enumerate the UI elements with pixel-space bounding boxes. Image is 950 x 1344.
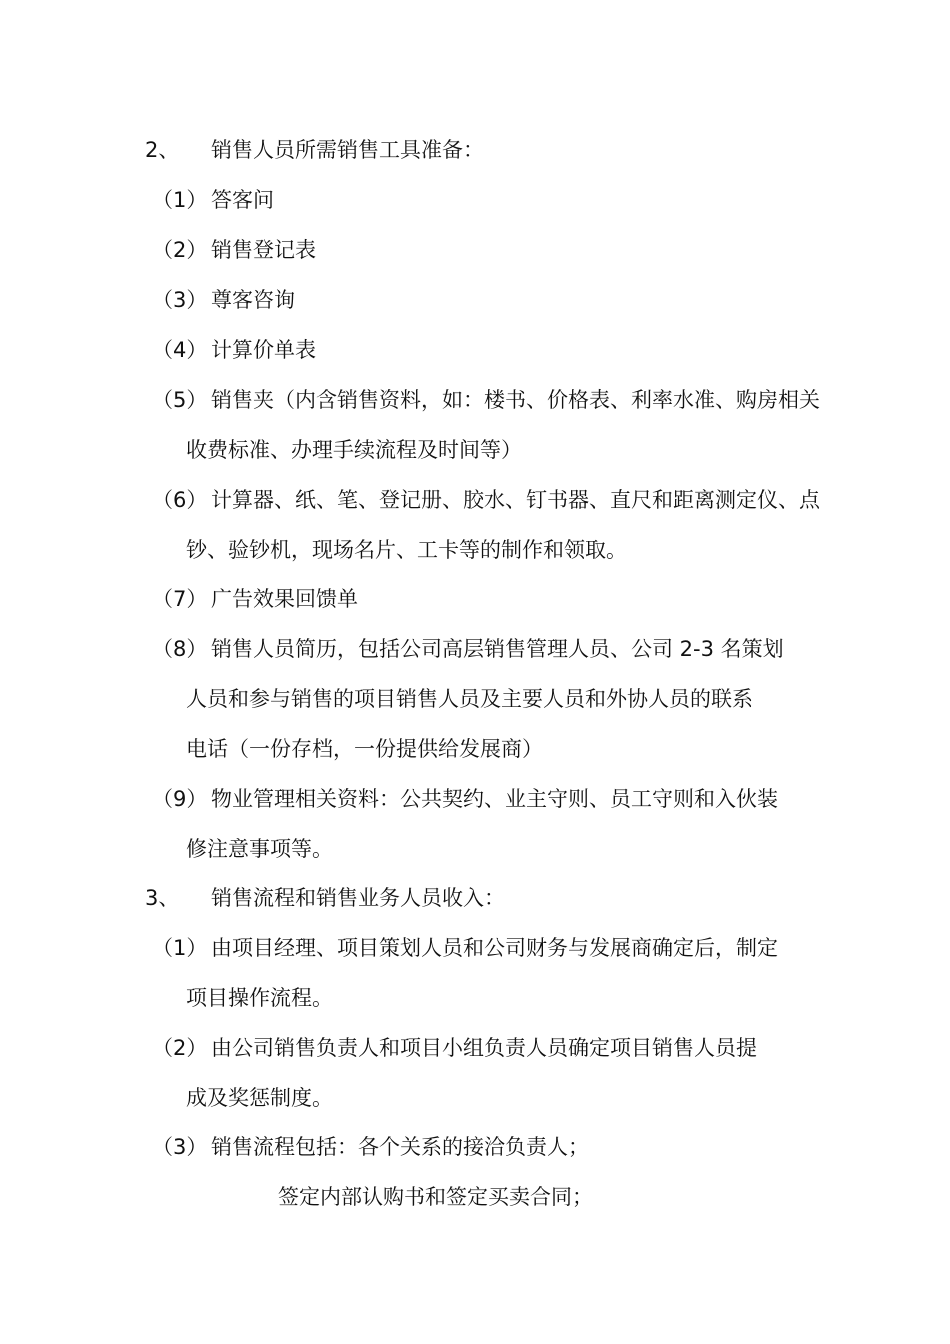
item-number: （1） — [152, 188, 208, 212]
item-continuation: 收费标准、办理手续流程及时间等） — [186, 438, 522, 462]
item-text: 销售流程包括：各个关系的接洽负责人； — [211, 1135, 589, 1159]
list-item — [152, 236, 316, 264]
list-item — [152, 486, 820, 514]
list-item — [152, 585, 358, 613]
list-item — [152, 186, 274, 214]
list-item — [152, 934, 778, 962]
item-number: （9） — [152, 787, 208, 811]
list-item — [152, 635, 784, 663]
item-number: （1） — [152, 936, 208, 960]
item-number: （3） — [152, 288, 208, 312]
list-item — [152, 336, 316, 364]
section-title: 销售人员所需销售工具准备： — [211, 138, 484, 162]
item-number: （2） — [152, 238, 208, 262]
list-item — [152, 386, 820, 414]
section-number: 3、 — [145, 886, 180, 910]
item-number: （7） — [152, 587, 208, 611]
item-text: 计算价单表 — [211, 338, 316, 362]
item-continuation: 项目操作流程。 — [186, 986, 333, 1010]
item-number: （4） — [152, 338, 208, 362]
item-text: 销售登记表 — [211, 238, 316, 262]
item-continuation: 电话（一份存档，一份提供给发展商） — [186, 737, 543, 761]
item-continuation: 人员和参与销售的项目销售人员及主要人员和外协人员的联系 — [186, 687, 753, 711]
list-item — [152, 1133, 589, 1161]
item-number: （5） — [152, 388, 208, 412]
section-3-heading — [145, 884, 505, 912]
item-text: 销售夹（内含销售资料，如：楼书、价格表、利率水准、购房相关 — [211, 388, 820, 412]
item-text: 销售人员简历，包括公司高层销售管理人员、公司 2-3 名策划 — [211, 637, 784, 661]
item-text: 物业管理相关资料：公共契约、业主守则、员工守则和入伙装 — [211, 787, 778, 811]
item-text: 尊客咨询 — [211, 288, 295, 312]
section-title: 销售流程和销售业务人员收入： — [211, 886, 505, 910]
item-continuation: 修注意事项等。 — [186, 837, 333, 861]
item-number: （6） — [152, 488, 208, 512]
item-number: （8） — [152, 637, 208, 661]
section-2-heading — [145, 136, 484, 164]
item-text: 答客问 — [211, 188, 274, 212]
item-number: （2） — [152, 1036, 208, 1060]
list-item — [152, 1034, 757, 1062]
item-continuation: 签定内部认购书和签定买卖合同； — [278, 1185, 593, 1209]
item-text: 广告效果回馈单 — [211, 587, 358, 611]
item-text: 计算器、纸、笔、登记册、胶水、钉书器、直尺和距离测定仪、点 — [211, 488, 820, 512]
item-continuation: 钞、验钞机，现场名片、工卡等的制作和领取。 — [186, 538, 627, 562]
item-text: 由项目经理、项目策划人员和公司财务与发展商确定后，制定 — [211, 936, 778, 960]
item-number: （3） — [152, 1135, 208, 1159]
section-number: 2、 — [145, 138, 180, 162]
list-item — [152, 286, 295, 314]
list-item — [152, 785, 778, 813]
item-continuation: 成及奖惩制度。 — [186, 1086, 333, 1110]
item-text: 由公司销售负责人和项目小组负责人员确定项目销售人员提 — [211, 1036, 757, 1060]
